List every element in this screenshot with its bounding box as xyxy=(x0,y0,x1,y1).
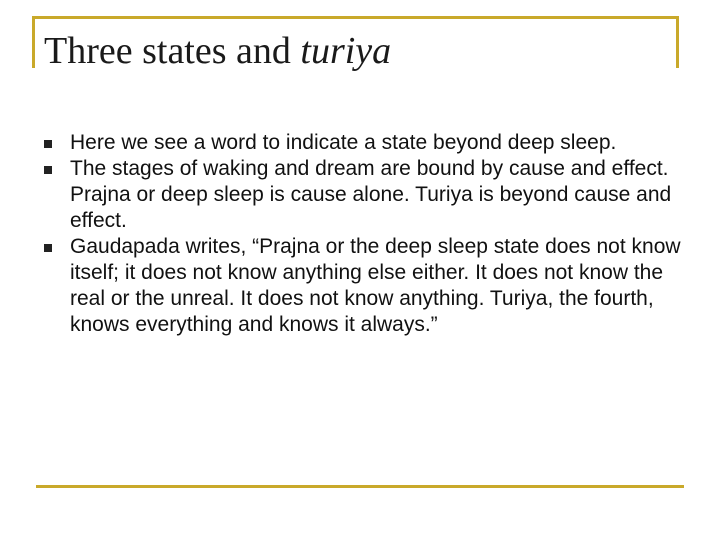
square-bullet-icon xyxy=(44,166,52,174)
slide-title-main: Three states and xyxy=(44,30,301,72)
bullet-text: The stages of waking and dream are bound by cause and effect. Prajna or deep sleep is cause alone. Turiya is beyond cause and effect. xyxy=(70,157,672,232)
bullet-item xyxy=(44,130,684,156)
slide-title xyxy=(44,28,391,74)
bullet-item xyxy=(44,234,684,338)
title-frame-left-rule xyxy=(32,16,35,68)
bullet-text: Here we see a word to indicate a state beyond deep sleep. xyxy=(70,131,617,154)
footer-rule xyxy=(36,485,684,488)
bullet-list xyxy=(44,130,684,338)
title-frame-right-rule xyxy=(676,16,679,68)
square-bullet-icon xyxy=(44,140,52,148)
bullet-text: Gaudapada writes, “Prajna or the deep sleep state does not know itself; it does not know anything else either. It does not know the real or the unreal. It does not know anything. Turiya, the fourth, knows everything and knows it always.” xyxy=(70,235,681,336)
slide-title-italic: turiya xyxy=(300,30,392,72)
square-bullet-icon xyxy=(44,244,52,252)
title-frame-top-rule xyxy=(32,16,678,19)
bullet-item xyxy=(44,156,684,234)
